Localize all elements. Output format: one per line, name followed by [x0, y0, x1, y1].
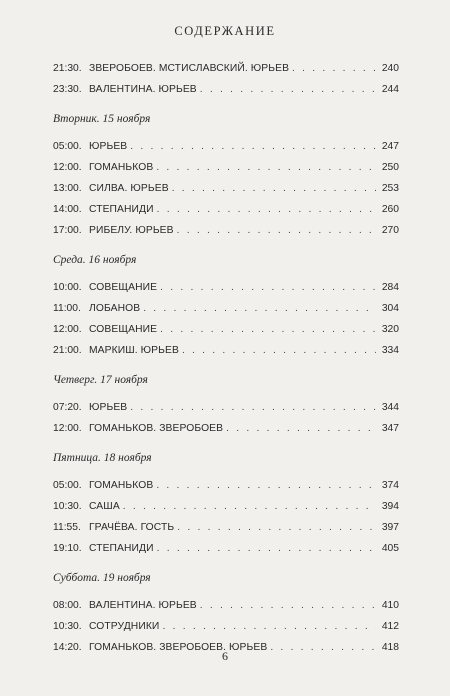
entry-time: 05:00.	[53, 480, 82, 491]
toc-entry[interactable]	[53, 58, 399, 79]
dot-leader	[177, 517, 376, 538]
dot-leader	[130, 397, 376, 418]
entry-time: 13:00.	[53, 183, 82, 194]
toc-entry[interactable]	[53, 517, 399, 538]
dot-leader	[143, 298, 376, 319]
entry-title: СОВЕЩАНИЕ	[89, 324, 158, 335]
entry-page-number: 247	[381, 141, 399, 152]
entry-page-number: 240	[381, 63, 399, 74]
day-heading: Вторник. 15 ноября	[53, 113, 151, 125]
entry-time: 21:30.	[53, 63, 82, 74]
dot-leader	[172, 178, 376, 199]
toc-entry[interactable]	[53, 475, 399, 496]
dot-leader	[177, 220, 376, 241]
toc-entry[interactable]	[53, 496, 399, 517]
entry-title: СОТРУДНИКИ	[89, 621, 160, 632]
entry-page-number: 284	[381, 282, 399, 293]
dot-leader	[156, 157, 376, 178]
toc-entry[interactable]	[53, 157, 399, 178]
entry-title: ГРАЧЁВА. ГОСТЬ	[89, 522, 175, 533]
toc-entry[interactable]	[53, 298, 399, 319]
entry-page-number: 304	[381, 303, 399, 314]
entry-title: ГОМАНЬКОВ. ЗВЕРОБОЕВ. ЮРЬЕВ	[89, 642, 268, 653]
dot-leader	[292, 58, 376, 79]
day-heading: Пятница. 18 ноября	[53, 452, 152, 464]
entry-page-number: 347	[381, 423, 399, 434]
entry-title: ГОМАНЬКОВ	[89, 162, 154, 173]
dot-leader	[182, 340, 376, 361]
toc-entry[interactable]	[53, 616, 399, 637]
dot-leader	[200, 79, 376, 100]
entry-title: РИБЕЛУ. ЮРЬЕВ	[89, 225, 174, 236]
dot-leader	[160, 277, 376, 298]
entry-title: ЮРЬЕВ	[89, 141, 128, 152]
dot-leader	[162, 616, 376, 637]
dot-leader	[156, 475, 376, 496]
entry-title: ЮРЬЕВ	[89, 402, 128, 413]
toc-entry[interactable]	[53, 220, 399, 241]
entry-page-number: 260	[381, 204, 399, 215]
day-heading: Среда. 16 ноября	[53, 254, 137, 266]
toc-entry[interactable]	[53, 340, 399, 361]
entry-time: 11:00.	[53, 303, 81, 314]
entry-title: СИЛВА. ЮРЬЕВ	[89, 183, 169, 194]
toc-entry[interactable]	[53, 79, 399, 100]
entry-time: 07:20.	[53, 402, 82, 413]
entry-title: ГОМАНЬКОВ. ЗВЕРОБОЕВ	[89, 423, 224, 434]
entry-page-number: 270	[381, 225, 399, 236]
entry-time: 12:00.	[53, 324, 82, 335]
entry-time: 23:30.	[53, 84, 82, 95]
entry-title: ЗВЕРОБОЕВ. МСТИСЛАВСКИЙ. ЮРЬЕВ	[89, 63, 290, 74]
entry-page-number: 410	[381, 600, 399, 611]
day-heading: Четверг. 17 ноября	[53, 374, 148, 386]
entry-title: САША	[89, 501, 120, 512]
dot-leader	[157, 538, 376, 559]
entry-time: 14:00.	[53, 204, 82, 215]
entry-time: 17:00.	[53, 225, 82, 236]
entry-page-number: 253	[381, 183, 399, 194]
entry-page-number: 394	[381, 501, 399, 512]
entry-page-number: 320	[381, 324, 399, 335]
toc-entry[interactable]	[53, 136, 399, 157]
entry-time: 11:55.	[53, 522, 81, 533]
toc-entry[interactable]	[53, 418, 399, 439]
entry-title: ВАЛЕНТИНА. ЮРЬЕВ	[89, 84, 197, 95]
entry-page-number: 374	[381, 480, 399, 491]
entry-page-number: 418	[381, 642, 399, 653]
entry-time: 10:30.	[53, 501, 82, 512]
page-title: СОДЕРЖАНИЕ	[174, 24, 276, 38]
entry-title: ЛОБАНОВ	[89, 303, 141, 314]
entry-time: 12:00.	[53, 162, 82, 173]
dot-leader	[226, 418, 376, 439]
entry-time: 08:00.	[53, 600, 82, 611]
entry-title: ГОМАНЬКОВ	[89, 480, 154, 491]
entry-time: 10:30.	[53, 621, 82, 632]
entry-title: ВАЛЕНТИНА. ЮРЬЕВ	[89, 600, 197, 611]
toc-entry[interactable]	[53, 319, 399, 340]
toc-entry[interactable]	[53, 178, 399, 199]
toc-entry[interactable]	[53, 397, 399, 418]
entry-page-number: 250	[381, 162, 399, 173]
toc-entry[interactable]	[53, 199, 399, 220]
entry-time: 10:00.	[53, 282, 82, 293]
entry-time: 19:10.	[53, 543, 82, 554]
dot-leader	[123, 496, 376, 517]
toc-entry[interactable]	[53, 538, 399, 559]
page-number: 6	[222, 649, 228, 663]
day-heading: Суббота. 19 ноября	[53, 572, 151, 584]
entry-title: СТЕПАНИДИ	[89, 204, 154, 215]
dot-leader	[157, 199, 376, 220]
dot-leader	[130, 136, 376, 157]
entry-title: СТЕПАНИДИ	[89, 543, 154, 554]
entry-time: 14:20.	[53, 642, 82, 653]
entry-page-number: 244	[381, 84, 399, 95]
toc-entry[interactable]	[53, 595, 399, 616]
entry-time: 21:00.	[53, 345, 82, 356]
toc-entry[interactable]	[53, 277, 399, 298]
entry-page-number: 344	[381, 402, 399, 413]
entry-page-number: 405	[381, 543, 399, 554]
entry-title: СОВЕЩАНИЕ	[89, 282, 158, 293]
entry-title: МАРКИШ. ЮРЬЕВ	[89, 345, 179, 356]
entry-page-number: 397	[381, 522, 399, 533]
entry-time: 12:00.	[53, 423, 82, 434]
entry-page-number: 412	[381, 621, 399, 632]
entry-page-number: 334	[381, 345, 399, 356]
dot-leader	[160, 319, 376, 340]
table-of-contents	[53, 58, 399, 658]
entry-time: 05:00.	[53, 141, 82, 152]
dot-leader	[200, 595, 376, 616]
